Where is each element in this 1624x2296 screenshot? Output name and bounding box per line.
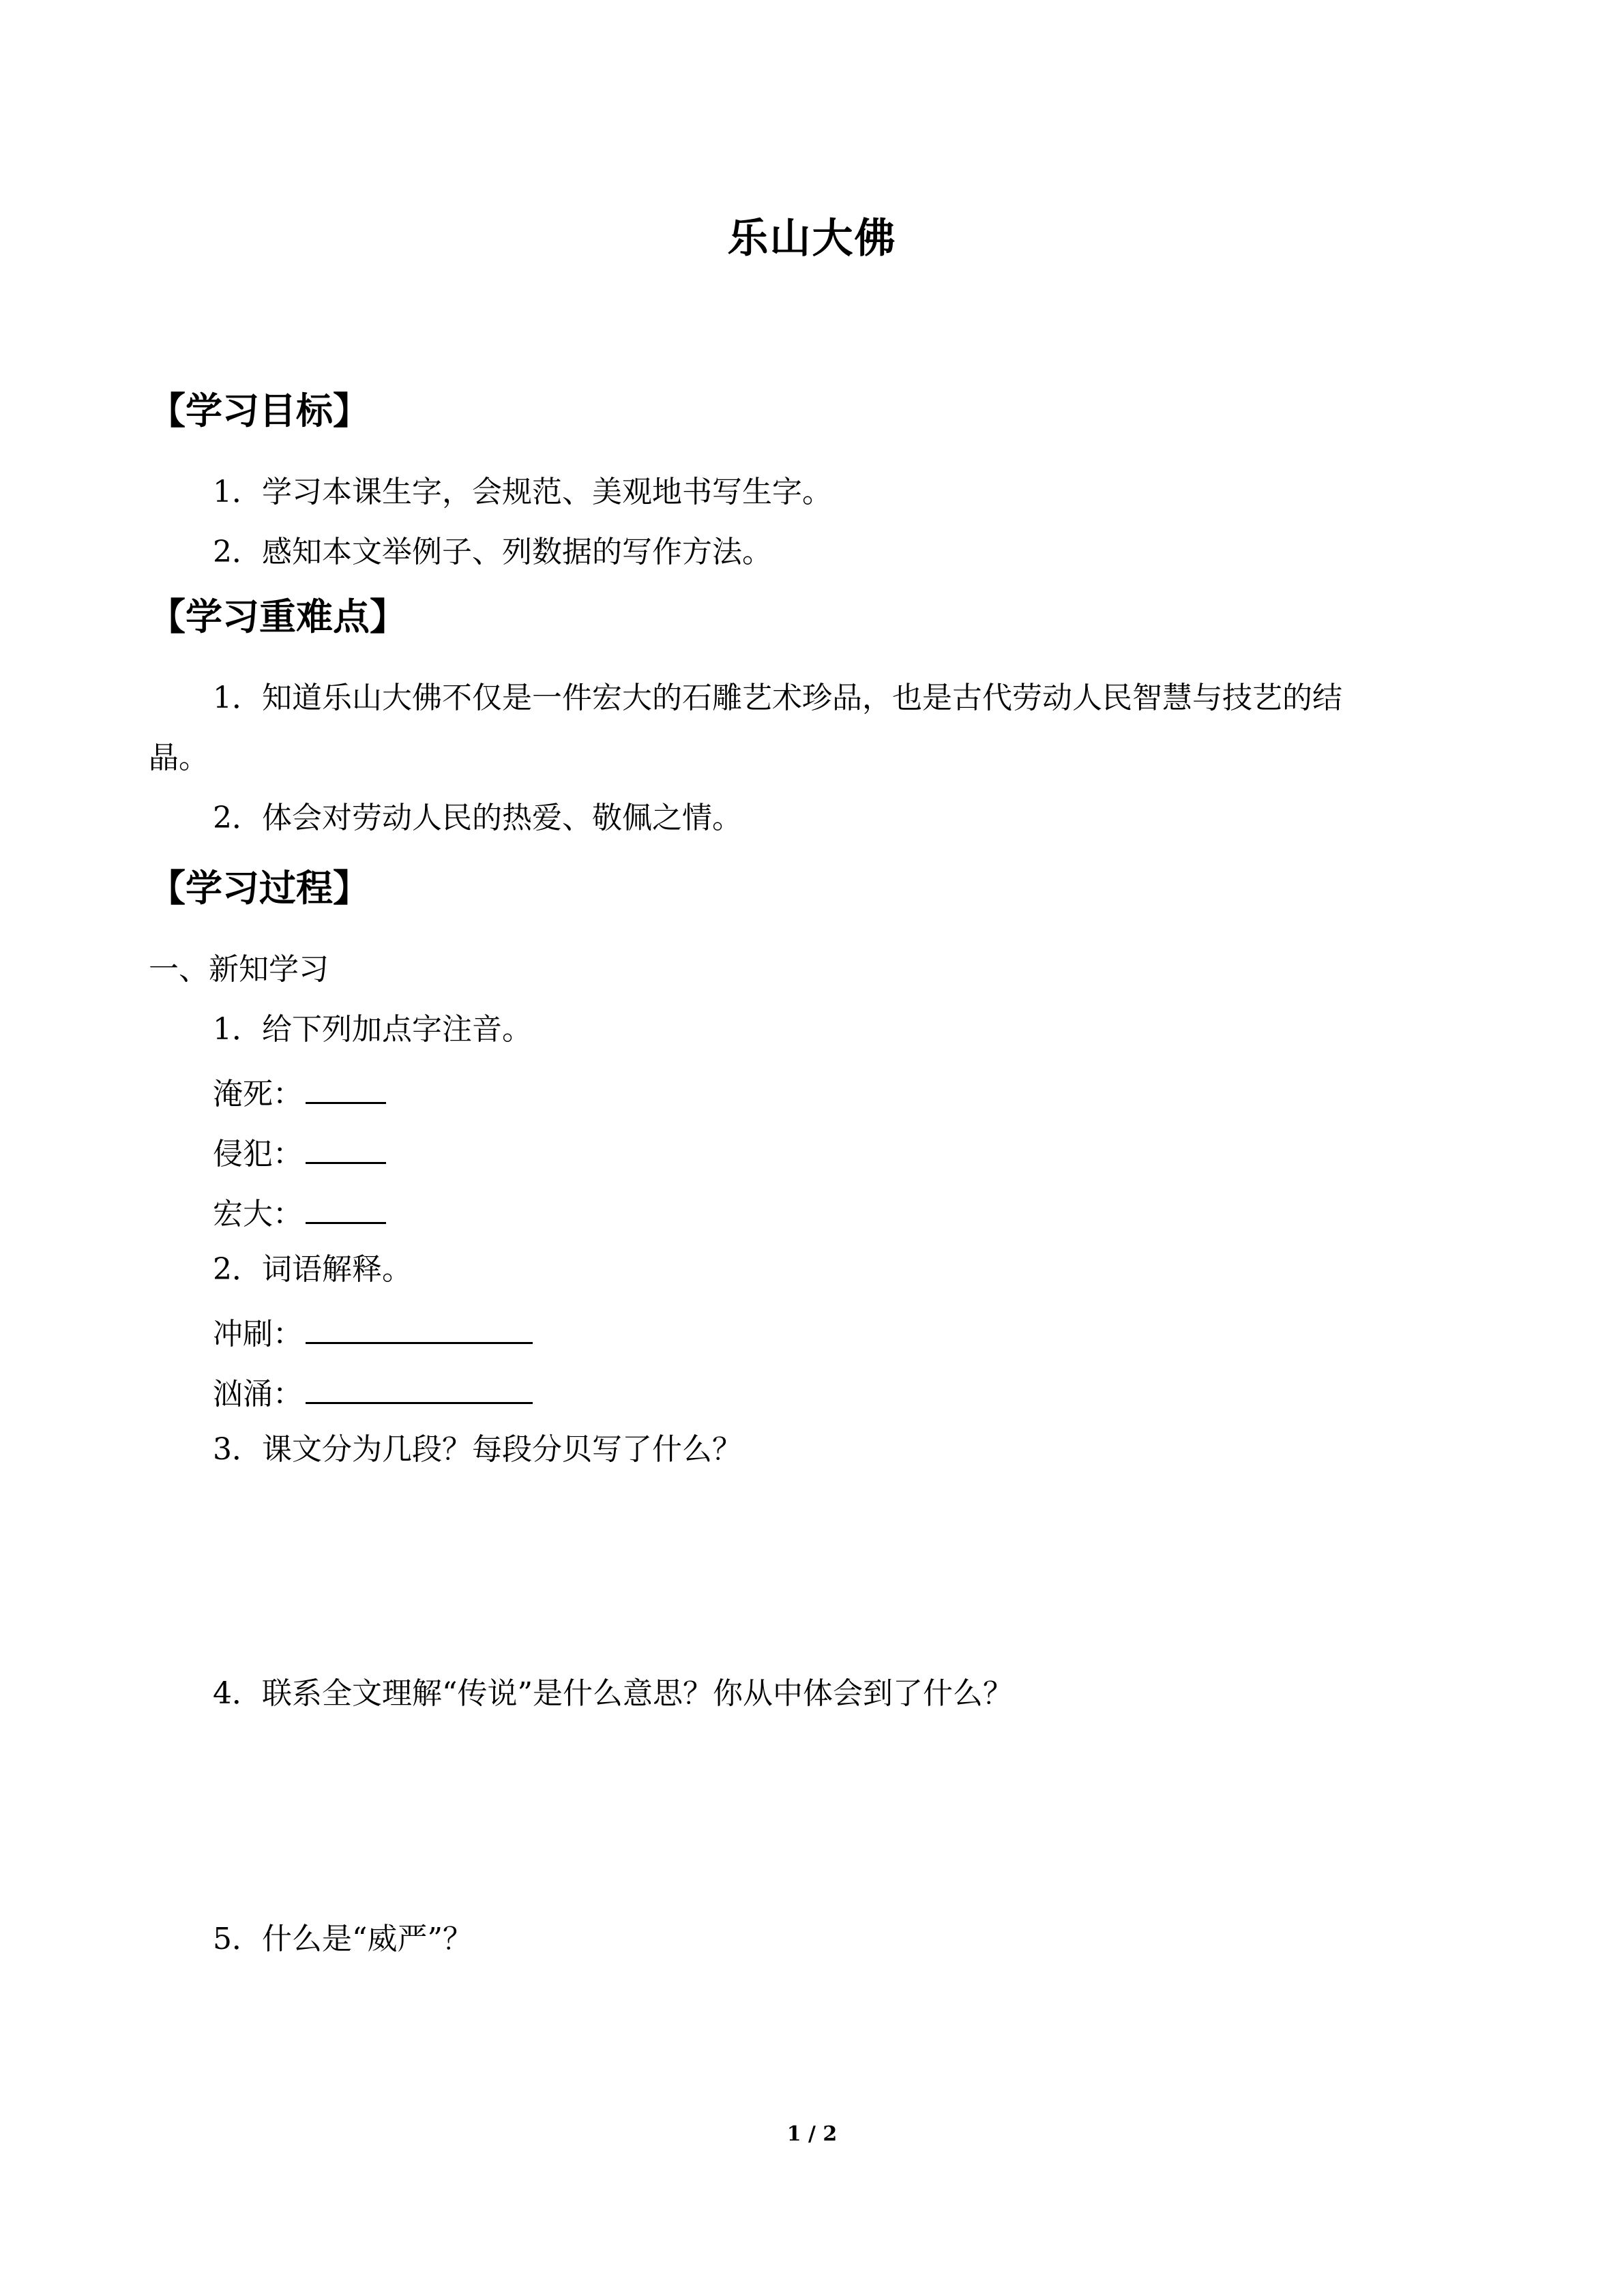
definition-item: [213, 1308, 533, 1356]
question-5-prompt: 5．什么是“威严”？: [213, 1922, 473, 1956]
key-point-item-continuation: 晶。: [149, 741, 209, 775]
answer-space-q4[interactable]: [149, 1724, 1475, 1901]
answer-space-q3[interactable]: [149, 1480, 1475, 1657]
word-label: 宏大：: [213, 1197, 303, 1232]
answer-blank[interactable]: [306, 1368, 533, 1404]
section-heading-objectives: 【学习目标】: [149, 389, 370, 432]
page-title: 乐山大佛: [727, 215, 897, 263]
pinyin-item: [213, 1188, 386, 1236]
section-heading-key-points: 【学习重难点】: [149, 595, 407, 638]
word-label: 淹死：: [213, 1077, 303, 1112]
word-label: 冲刷：: [213, 1317, 303, 1352]
word-label: 侵犯：: [213, 1137, 303, 1172]
pinyin-item: [213, 1128, 386, 1176]
answer-space-q5[interactable]: [149, 1969, 1475, 2092]
answer-blank[interactable]: [306, 1308, 533, 1344]
question-2-prompt: 2．词语解释。: [213, 1252, 412, 1287]
answer-blank[interactable]: [306, 1188, 386, 1224]
answer-blank[interactable]: [306, 1068, 386, 1104]
page-number: 1 / 2: [786, 2122, 838, 2146]
part-one-heading: 一、新知学习: [149, 952, 329, 987]
key-point-item: 1．知道乐山大佛不仅是一件宏大的石雕艺术珍品，也是古代劳动人民智慧与技艺的结: [213, 681, 1342, 715]
section-heading-process: 【学习过程】: [149, 866, 370, 910]
key-point-item: 2．体会对劳动人民的热爱、敬佩之情。: [213, 801, 742, 835]
objective-item: 1．学习本课生字，会规范、美观地书写生字。: [213, 475, 832, 509]
question-1-prompt: 1．给下列加点字注音。: [213, 1012, 532, 1047]
word-label: 汹涌：: [213, 1377, 303, 1412]
definition-item: [213, 1368, 533, 1416]
objective-item: 2．感知本文举例子、列数据的写作方法。: [213, 535, 772, 569]
question-3-prompt: 3．课文分为几段？每段分贝写了什么？: [213, 1432, 742, 1467]
pinyin-item: [213, 1068, 386, 1116]
answer-blank[interactable]: [306, 1128, 386, 1164]
question-4-prompt: 4．联系全文理解“传说”是什么意思？你从中体会到了什么？: [213, 1676, 1013, 1711]
